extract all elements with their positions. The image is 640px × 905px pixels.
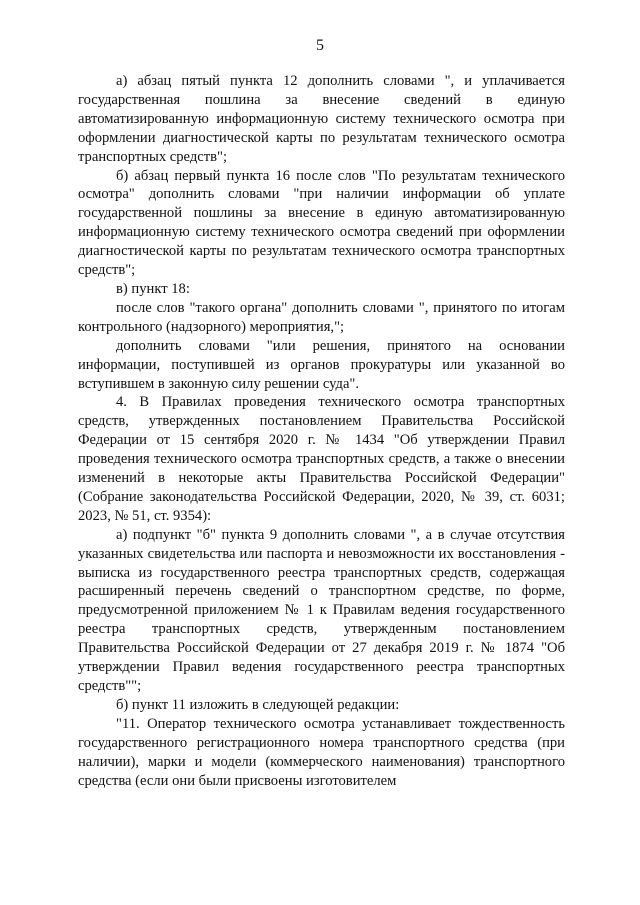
paragraph-item-4: 4. В Правилах проведения технического осмотра транспортных средств, утвержденных постановлением Правительства Российской Федерации от 15 сентября 2020 г. № 1434 "Об утверждении Правил проведения технического осмотра транспортных средств, а также о внесении изменений в некоторые акты Правительства Российской Федерации" (Собрание законодательства Российской Федерации, 2020, № 39, ст. 6031; 2023, № 51, ст. 9354): <box>78 394 565 524</box>
paragraph-5c-2: дополнить словами "или решения, принятого на основании информации, поступившей из органов прокуратуры или указанной во вступившем в законную силу решении суда". <box>78 337 565 392</box>
paragraph-5a: а) абзац пятый пункта 12 дополнить словами ", и уплачивается государственная пошлина за внесение сведений в единую автоматизированную информационную систему технического осмотра при оформлении диагностической карты по результатам технического осмотра транспортных средств"; <box>78 73 565 165</box>
paragraph-5b: б) абзац первый пункта 16 после слов "По результатам технического осмотра" дополнить словами "при наличии информации об уплате государственной пошлины за внесение в единую автоматизированную информационную систему технического осмотра сведений при оформлении диагностической карты по результатам технического осмотра транспортных средств"; <box>78 167 565 279</box>
paragraph-5c-1: после слов "такого органа" дополнить словами ", принятого по итогам контрольного (надзорного) мероприятия,"; <box>78 299 565 335</box>
document-body <box>78 72 565 790</box>
paragraph-4b-text: "11. Оператор технического осмотра устанавливает тождественность государственного регистрационного номера транспортного средства (при наличии), марки и модели (коммерческого наименования) транспортного средства (если они были присвоены изготовителем <box>78 715 565 789</box>
paragraph-4a: а) подпункт "б" пункта 9 дополнить словами ", а в случае отсутствия указанных свидетельства или паспорта и невозможности их восстановления - выписка из государственного реестра транспортных средств, содержащая расширенный перечень сведений о транспортном средстве, по форме, предусмотренной приложением № 1 к Правилам ведения государственного реестра транспортных средств, утвержденным постановлением Правительства Российской Федерации от 27 декабря 2019 г. № 1874 "Об утверждении Правил ведения государственного реестра транспортных средств""; <box>78 526 565 694</box>
paragraph-5c: в) пункт 18: <box>116 280 190 297</box>
page-number: 5 <box>316 37 324 54</box>
paragraph-4b: б) пункт 11 изложить в следующей редакции: <box>116 696 400 713</box>
